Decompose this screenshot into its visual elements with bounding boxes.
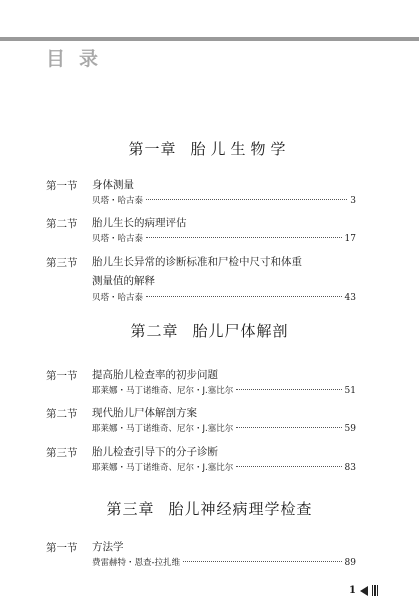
chapter-name: 胎儿生物学 xyxy=(190,140,291,158)
dot-leader xyxy=(146,237,342,238)
left-triangle-icon xyxy=(360,586,368,596)
page-number: 59 xyxy=(344,424,356,434)
author: 耶莱娜・马丁诺维奇、尼尔・J.塞比尔 xyxy=(92,424,234,434)
section-title: 现代胎儿尸体解剖方案 xyxy=(92,407,197,419)
page-number: 89 xyxy=(344,558,356,568)
chapter-number: 第三章 xyxy=(106,500,155,518)
author: 费雷赫特・恩查-拉扎维 xyxy=(92,558,181,568)
dot-leader xyxy=(236,466,341,467)
dot-leader xyxy=(183,561,341,562)
author-line xyxy=(92,194,356,208)
author: 贝塔・哈古泰 xyxy=(92,293,144,303)
author: 耶莱娜・马丁诺维奇、尼尔・J.塞比尔 xyxy=(92,386,234,396)
page-footer xyxy=(349,585,378,596)
section-title: 胎儿检查引导下的分子诊断 xyxy=(92,446,218,458)
chapter-title[interactable] xyxy=(0,320,419,341)
section-title: 提高胎儿检查率的初步问题 xyxy=(92,369,218,381)
page-number: 83 xyxy=(344,463,356,473)
section-title: 胎儿生长异常的诊断标准和尸检中尺寸和体重 xyxy=(92,256,302,268)
author-line xyxy=(92,232,356,246)
chapter-name: 胎儿尸体解剖 xyxy=(192,322,289,340)
section-number: 第二节 xyxy=(46,218,78,230)
chapter-name: 胎儿神经病理学检查 xyxy=(168,500,313,518)
chapter-title[interactable] xyxy=(0,138,419,159)
section-number: 第三节 xyxy=(46,257,78,269)
chapter-number: 第二章 xyxy=(130,322,179,340)
author-line xyxy=(92,422,356,436)
author-line xyxy=(92,384,356,398)
page-number: 17 xyxy=(344,234,356,244)
section-number: 第二节 xyxy=(46,408,78,420)
section-number: 第一节 xyxy=(46,542,78,554)
author-line xyxy=(92,556,356,570)
author-line xyxy=(92,461,356,475)
dot-leader xyxy=(236,427,341,428)
section-number: 第一节 xyxy=(46,180,78,192)
section-title-continued: 测量值的解释 xyxy=(92,275,155,287)
dot-leader xyxy=(236,389,341,390)
author: 耶莱娜・马丁诺维奇、尼尔・J.塞比尔 xyxy=(92,463,234,473)
author: 贝塔・哈古泰 xyxy=(92,196,144,206)
section-number: 第三节 xyxy=(46,447,78,459)
author-line xyxy=(92,291,356,305)
author: 贝塔・哈古泰 xyxy=(92,234,144,244)
dot-leader xyxy=(146,199,347,200)
section-title: 身体测量 xyxy=(92,179,134,191)
page-number: 3 xyxy=(350,196,356,206)
dot-leader xyxy=(146,296,342,297)
header-rule xyxy=(0,37,419,41)
bars-icon xyxy=(372,585,379,596)
section-title: 胎儿生长的病理评估 xyxy=(92,217,187,229)
chapter-title[interactable] xyxy=(0,498,419,519)
footer-page-number: 1 xyxy=(349,585,356,596)
toc-heading: 目录 xyxy=(46,48,113,70)
page-number: 43 xyxy=(344,293,356,303)
section-number: 第一节 xyxy=(46,370,78,382)
section-title: 方法学 xyxy=(92,541,124,553)
page-number: 51 xyxy=(344,386,356,396)
chapter-number: 第一章 xyxy=(128,140,177,158)
